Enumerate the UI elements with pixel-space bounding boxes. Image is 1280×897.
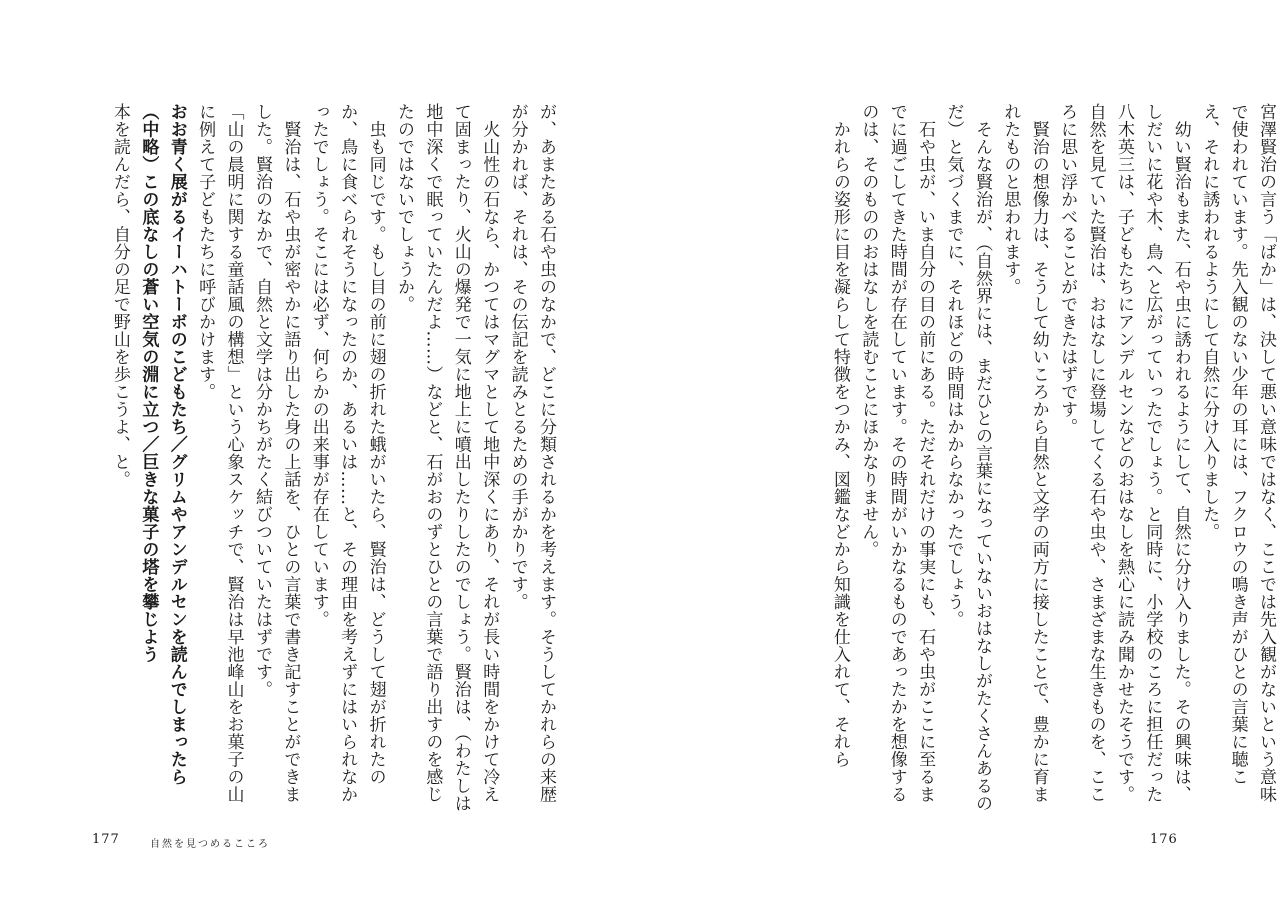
- poem-quote: おお青く展がるイーハトーボのこどもたち／グリムやアンデルセンを読んでしまったら（中略）この底なしの蒼い空気の淵に立つ／巨きな菓子の塔を攀じよう: [138, 103, 187, 786]
- right-page: [640, 0, 1280, 897]
- paragraph: 「山の晨明に関する童話風の構想」という心象スケッチで、賢治は早池峰山をお菓子の山に例えて子どもたちに呼びかけます。: [195, 103, 244, 803]
- paragraph: 幼い賢治もまた、石や虫に誘われるようにして、自然に分け入りました。その興味は、しだいに花や木、鳥へと広がっていったでしょう。と同時に、小学校のころに担任だった八木英三は、子どもたちにアンデルセンなどのおはなしを熱心に読み聞かせたそうです。自然を見ていた賢治は、おはなしに登場してくる石や虫や、さまざまな生きものを、こころに思い浮かべることができたはずです。: [1057, 103, 1191, 803]
- paragraph: 賢治は、石や虫が密やかに語り出した身の上話を、ひとの言葉で書き記すことができました。賢治のなかで、自然と文学は分かちがたく結びついていたはずです。: [251, 103, 301, 803]
- paragraph: 火山性の石なら、かつてはマグマとして地中深くにあり、それが長い時間をかけて冷えて固まったり、火山の爆発で一気に地上に噴出したりしたのでしょう。賢治は、（わたしは地中深くで眠っていたんだよ……）などと、石がおのずとひとの言葉で語り出すのを感じたのではないでしょうか。: [393, 103, 500, 812]
- paragraph: 賢治の想像力は、そうして幼いころから自然と文学の両方に接したことで、豊かに育まれたものと思われます。: [1000, 103, 1049, 803]
- left-page-body: [80, 103, 560, 813]
- page-number-left: 177: [92, 832, 120, 847]
- right-page-body: [740, 103, 1280, 813]
- paragraph: 本を読んだら、自分の足で野山を歩こうよ、と。: [109, 103, 130, 488]
- paragraph: 虫も同じです。もし目の前に翅の折れた蛾がいたら、賢治は、どうして翅が折れたのか、鳥に食べられそうになったのか、あるいは……と、その理由を考えずにはいられなかったでしょう。そこには必ず、何らかの出来事が存在しています。: [308, 103, 386, 803]
- running-head: 自然を見つめるこころ: [150, 839, 270, 850]
- paragraph: そんな賢治が、（自然界には、まだひとの言葉になっていないおはなしがたくさんあるのだ）と気づくまでに、それほどの時間はかからなかったでしょう。: [943, 103, 992, 812]
- paragraph: 宮澤賢治の言う「ばか」は、決して悪い意味ではなく、ここでは先入観がないという意味で使われています。先入観のない少年の耳には、フクロウの鳴き声がひとの言葉に聴こえ、それに誘われるようにして自然に分け入りました。: [1199, 103, 1276, 803]
- paragraph: が、あまたある石や虫のなかで、どこに分類されるかを考えます。そうしてかれらの来歴が分かれば、それは、その伝記を読みとるための手がかりです。: [507, 103, 556, 803]
- paragraph: かれらの姿形に目を凝らして特徴をつかみ、図鑑などから知識を仕入れて、それら: [829, 103, 850, 768]
- page-number-right: 176: [1150, 832, 1178, 847]
- paragraph: 石や虫が、いま自分の目の前にある。ただそれだけの事実にも、石や虫がここに至るまでに過ごしてきた時間が存在しています。その時間がいかなるものであったかを想像するのは、そのもののおはなしを読むことにほかなりません。: [858, 103, 936, 803]
